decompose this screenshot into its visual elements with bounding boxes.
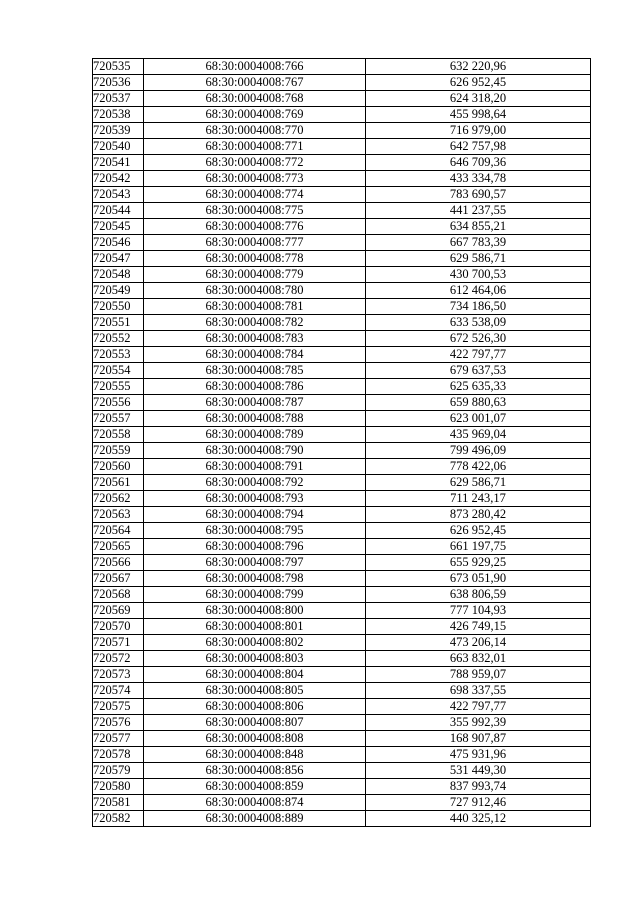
table-row — [93, 123, 591, 139]
cadastral-number-cell: 68:30:0004008:785 — [144, 363, 366, 379]
cadastral-number-cell: 68:30:0004008:795 — [144, 523, 366, 539]
cadastral-value-cell: 623 001,07 — [366, 411, 591, 427]
cadastral-number-cell: 68:30:0004008:776 — [144, 219, 366, 235]
cadastral-number-cell: 68:30:0004008:800 — [144, 603, 366, 619]
cadastral-value-cell: 355 992,39 — [366, 715, 591, 731]
table-row — [93, 619, 591, 635]
cadastral-number-cell: 68:30:0004008:777 — [144, 235, 366, 251]
table-row — [93, 91, 591, 107]
row-number-cell: 720539 — [93, 123, 144, 139]
table-row — [93, 811, 591, 827]
row-number-cell: 720556 — [93, 395, 144, 411]
row-number-cell: 720562 — [93, 491, 144, 507]
cadastral-value-cell: 633 538,09 — [366, 315, 591, 331]
cadastral-value-cell: 455 998,64 — [366, 107, 591, 123]
row-number-cell: 720567 — [93, 571, 144, 587]
cadastral-number-cell: 68:30:0004008:797 — [144, 555, 366, 571]
cadastral-number-cell: 68:30:0004008:788 — [144, 411, 366, 427]
cadastral-value-cell: 626 952,45 — [366, 75, 591, 91]
cadastral-number-cell: 68:30:0004008:790 — [144, 443, 366, 459]
cadastral-number-cell: 68:30:0004008:793 — [144, 491, 366, 507]
row-number-cell: 720558 — [93, 427, 144, 443]
row-number-cell: 720540 — [93, 139, 144, 155]
row-number-cell: 720570 — [93, 619, 144, 635]
row-number-cell: 720564 — [93, 523, 144, 539]
row-number-cell: 720554 — [93, 363, 144, 379]
cadastral-number-cell: 68:30:0004008:779 — [144, 267, 366, 283]
cadastral-number-cell: 68:30:0004008:848 — [144, 747, 366, 763]
row-number-cell: 720573 — [93, 667, 144, 683]
row-number-cell: 720545 — [93, 219, 144, 235]
cadastral-number-cell: 68:30:0004008:807 — [144, 715, 366, 731]
cadastral-value-cell: 837 993,74 — [366, 779, 591, 795]
table-row — [93, 187, 591, 203]
cadastral-number-cell: 68:30:0004008:856 — [144, 763, 366, 779]
row-number-cell: 720549 — [93, 283, 144, 299]
cadastral-value-cell: 625 635,33 — [366, 379, 591, 395]
table-row — [93, 555, 591, 571]
cadastral-number-cell: 68:30:0004008:791 — [144, 459, 366, 475]
cadastral-number-cell: 68:30:0004008:771 — [144, 139, 366, 155]
cadastral-value-cell: 629 586,71 — [366, 251, 591, 267]
cadastral-number-cell: 68:30:0004008:799 — [144, 587, 366, 603]
row-number-cell: 720577 — [93, 731, 144, 747]
cadastral-value-cell: 711 243,17 — [366, 491, 591, 507]
table-row — [93, 283, 591, 299]
cadastral-number-cell: 68:30:0004008:782 — [144, 315, 366, 331]
cadastral-number-cell: 68:30:0004008:859 — [144, 779, 366, 795]
row-number-cell: 720575 — [93, 699, 144, 715]
cadastral-value-cell: 626 952,45 — [366, 523, 591, 539]
cadastral-value-cell: 632 220,96 — [366, 59, 591, 75]
row-number-cell: 720548 — [93, 267, 144, 283]
table-row — [93, 603, 591, 619]
row-number-cell: 720563 — [93, 507, 144, 523]
table-row — [93, 475, 591, 491]
cadastral-number-cell: 68:30:0004008:768 — [144, 91, 366, 107]
cadastral-value-cell: 646 709,36 — [366, 155, 591, 171]
row-number-cell: 720578 — [93, 747, 144, 763]
table-row — [93, 363, 591, 379]
cadastral-number-cell: 68:30:0004008:770 — [144, 123, 366, 139]
cadastral-value-cell: 873 280,42 — [366, 507, 591, 523]
cadastral-value-cell: 475 931,96 — [366, 747, 591, 763]
cadastral-value-cell: 435 969,04 — [366, 427, 591, 443]
cadastral-value-cell: 698 337,55 — [366, 683, 591, 699]
cadastral-value-cell: 430 700,53 — [366, 267, 591, 283]
table-row — [93, 379, 591, 395]
cadastral-number-cell: 68:30:0004008:783 — [144, 331, 366, 347]
table-row — [93, 219, 591, 235]
cadastral-value-cell: 629 586,71 — [366, 475, 591, 491]
cadastral-number-cell: 68:30:0004008:801 — [144, 619, 366, 635]
cadastral-number-cell: 68:30:0004008:806 — [144, 699, 366, 715]
table-body — [93, 59, 591, 827]
cadastral-value-cell: 531 449,30 — [366, 763, 591, 779]
cadastral-number-cell: 68:30:0004008:773 — [144, 171, 366, 187]
table-row — [93, 795, 591, 811]
cadastral-value-cell: 638 806,59 — [366, 587, 591, 603]
table-row — [93, 507, 591, 523]
row-number-cell: 720537 — [93, 91, 144, 107]
cadastral-number-cell: 68:30:0004008:767 — [144, 75, 366, 91]
cadastral-number-cell: 68:30:0004008:778 — [144, 251, 366, 267]
row-number-cell: 720552 — [93, 331, 144, 347]
cadastral-number-cell: 68:30:0004008:784 — [144, 347, 366, 363]
table-row — [93, 587, 591, 603]
row-number-cell: 720555 — [93, 379, 144, 395]
cadastral-number-cell: 68:30:0004008:789 — [144, 427, 366, 443]
cadastral-value-cell: 612 464,06 — [366, 283, 591, 299]
row-number-cell: 720551 — [93, 315, 144, 331]
cadastral-value-cell: 777 104,93 — [366, 603, 591, 619]
table-row — [93, 347, 591, 363]
cadastral-value-cell: 799 496,09 — [366, 443, 591, 459]
cadastral-value-cell: 433 334,78 — [366, 171, 591, 187]
row-number-cell: 720561 — [93, 475, 144, 491]
cadastral-value-cell: 624 318,20 — [366, 91, 591, 107]
cadastral-number-cell: 68:30:0004008:774 — [144, 187, 366, 203]
cadastral-number-cell: 68:30:0004008:889 — [144, 811, 366, 827]
cadastral-value-cell: 673 051,90 — [366, 571, 591, 587]
cadastral-number-cell: 68:30:0004008:796 — [144, 539, 366, 555]
row-number-cell: 720550 — [93, 299, 144, 315]
table-row — [93, 267, 591, 283]
table-row — [93, 107, 591, 123]
table-row — [93, 491, 591, 507]
table-row — [93, 139, 591, 155]
table-row — [93, 731, 591, 747]
row-number-cell: 720544 — [93, 203, 144, 219]
cadastral-number-cell: 68:30:0004008:794 — [144, 507, 366, 523]
cadastral-value-cell: 661 197,75 — [366, 539, 591, 555]
table-row — [93, 395, 591, 411]
table-row — [93, 747, 591, 763]
cadastral-number-cell: 68:30:0004008:874 — [144, 795, 366, 811]
table-row — [93, 523, 591, 539]
table-row — [93, 59, 591, 75]
cadastral-value-cell: 426 749,15 — [366, 619, 591, 635]
row-number-cell: 720566 — [93, 555, 144, 571]
row-number-cell: 720559 — [93, 443, 144, 459]
row-number-cell: 720565 — [93, 539, 144, 555]
cadastral-value-cell: 778 422,06 — [366, 459, 591, 475]
cadastral-value-cell: 716 979,00 — [366, 123, 591, 139]
cadastral-value-cell: 440 325,12 — [366, 811, 591, 827]
cadastral-number-cell: 68:30:0004008:803 — [144, 651, 366, 667]
table-row — [93, 171, 591, 187]
table-row — [93, 443, 591, 459]
cadastral-number-cell: 68:30:0004008:769 — [144, 107, 366, 123]
cadastral-value-cell: 634 855,21 — [366, 219, 591, 235]
table-row — [93, 635, 591, 651]
table-row — [93, 539, 591, 555]
table-row — [93, 459, 591, 475]
cadastral-number-cell: 68:30:0004008:787 — [144, 395, 366, 411]
row-number-cell: 720553 — [93, 347, 144, 363]
row-number-cell: 720571 — [93, 635, 144, 651]
row-number-cell: 720572 — [93, 651, 144, 667]
cadastral-number-cell: 68:30:0004008:804 — [144, 667, 366, 683]
cadastral-value-cell: 788 959,07 — [366, 667, 591, 683]
cadastral-number-cell: 68:30:0004008:805 — [144, 683, 366, 699]
row-number-cell: 720568 — [93, 587, 144, 603]
row-number-cell: 720535 — [93, 59, 144, 75]
cadastral-value-cell: 441 237,55 — [366, 203, 591, 219]
table-row — [93, 715, 591, 731]
table-row — [93, 571, 591, 587]
cadastral-value-cell: 672 526,30 — [366, 331, 591, 347]
table-row — [93, 75, 591, 91]
cadastral-value-cell: 734 186,50 — [366, 299, 591, 315]
table-row — [93, 667, 591, 683]
cadastral-value-cell: 663 832,01 — [366, 651, 591, 667]
row-number-cell: 720538 — [93, 107, 144, 123]
cadastral-number-cell: 68:30:0004008:775 — [144, 203, 366, 219]
row-number-cell: 720542 — [93, 171, 144, 187]
cadastral-value-cell: 168 907,87 — [366, 731, 591, 747]
row-number-cell: 720557 — [93, 411, 144, 427]
row-number-cell: 720536 — [93, 75, 144, 91]
cadastral-value-cell: 655 929,25 — [366, 555, 591, 571]
cadastral-value-cell: 642 757,98 — [366, 139, 591, 155]
cadastral-number-cell: 68:30:0004008:792 — [144, 475, 366, 491]
row-number-cell: 720582 — [93, 811, 144, 827]
table-row — [93, 411, 591, 427]
table-row — [93, 779, 591, 795]
cadastral-value-cell: 679 637,53 — [366, 363, 591, 379]
cadastral-value-table — [92, 58, 591, 827]
row-number-cell: 720546 — [93, 235, 144, 251]
cadastral-value-cell: 422 797,77 — [366, 699, 591, 715]
cadastral-value-cell: 667 783,39 — [366, 235, 591, 251]
cadastral-value-cell: 422 797,77 — [366, 347, 591, 363]
cadastral-value-cell: 727 912,46 — [366, 795, 591, 811]
row-number-cell: 720579 — [93, 763, 144, 779]
cadastral-value-cell: 659 880,63 — [366, 395, 591, 411]
table-row — [93, 763, 591, 779]
table-row — [93, 651, 591, 667]
cadastral-number-cell: 68:30:0004008:798 — [144, 571, 366, 587]
row-number-cell: 720543 — [93, 187, 144, 203]
cadastral-number-cell: 68:30:0004008:780 — [144, 283, 366, 299]
row-number-cell: 720580 — [93, 779, 144, 795]
table-row — [93, 699, 591, 715]
cadastral-value-cell: 473 206,14 — [366, 635, 591, 651]
cadastral-number-cell: 68:30:0004008:786 — [144, 379, 366, 395]
row-number-cell: 720547 — [93, 251, 144, 267]
table-row — [93, 203, 591, 219]
table-row — [93, 427, 591, 443]
cadastral-value-cell: 783 690,57 — [366, 187, 591, 203]
row-number-cell: 720569 — [93, 603, 144, 619]
table-row — [93, 331, 591, 347]
row-number-cell: 720574 — [93, 683, 144, 699]
cadastral-number-cell: 68:30:0004008:772 — [144, 155, 366, 171]
row-number-cell: 720560 — [93, 459, 144, 475]
cadastral-number-cell: 68:30:0004008:766 — [144, 59, 366, 75]
table-row — [93, 299, 591, 315]
row-number-cell: 720576 — [93, 715, 144, 731]
table-row — [93, 235, 591, 251]
table-row — [93, 683, 591, 699]
table-row — [93, 251, 591, 267]
cadastral-number-cell: 68:30:0004008:802 — [144, 635, 366, 651]
row-number-cell: 720541 — [93, 155, 144, 171]
table-row — [93, 315, 591, 331]
cadastral-number-cell: 68:30:0004008:808 — [144, 731, 366, 747]
cadastral-number-cell: 68:30:0004008:781 — [144, 299, 366, 315]
row-number-cell: 720581 — [93, 795, 144, 811]
table-row — [93, 155, 591, 171]
